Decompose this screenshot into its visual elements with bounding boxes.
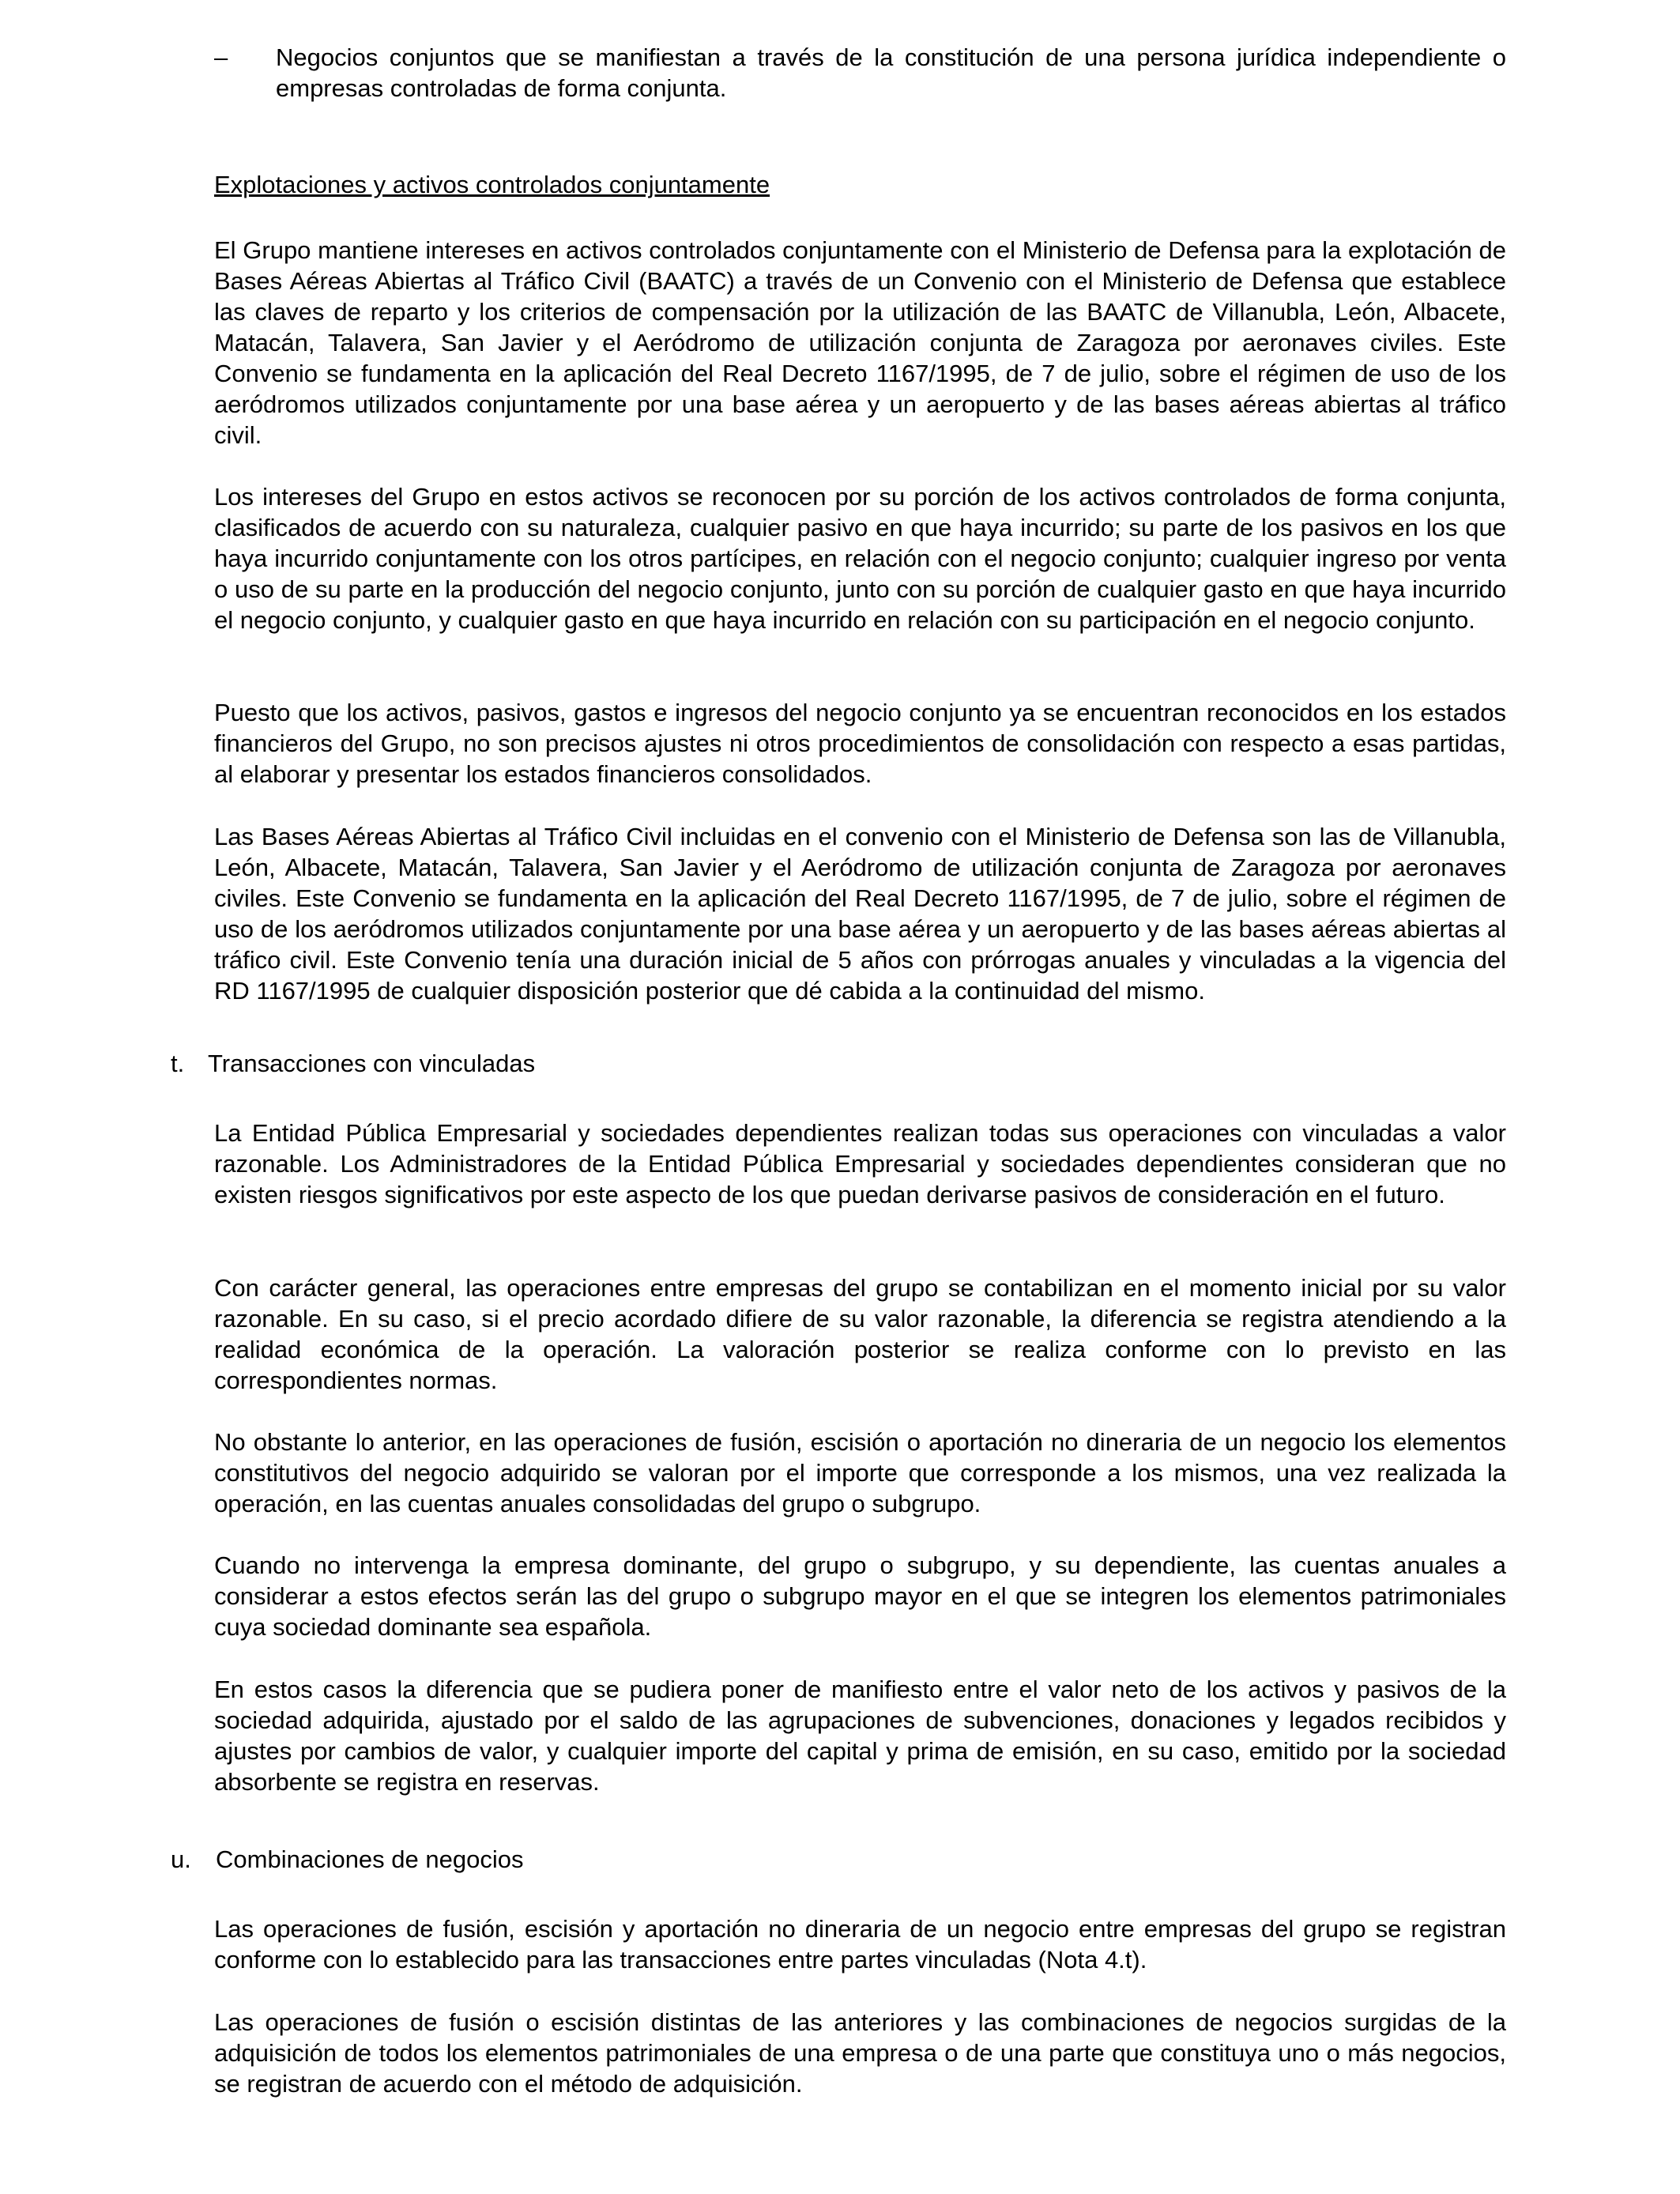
section-heading-u	[171, 1844, 523, 1875]
section-letter: u.	[171, 1845, 191, 1873]
bullet-dash: –	[214, 43, 228, 71]
paragraph: Con carácter general, las operaciones entre empresas del grupo se contabilizan en el momento inicial por su valor razonable. En su caso, si el precio acordado difiere de su valor razonable, la diferencia se registra atendiendo a la realidad económica de la operación. La valoración posterior se realiza conforme con lo previsto en las correspondientes normas.	[214, 1274, 1506, 1394]
paragraph: En estos casos la diferencia que se pudiera poner de manifiesto entre el valor neto de los activos y pasivos de la sociedad adquirida, ajustado por el saldo de las agrupaciones de subvenciones, donaciones y legados recibidos y ajustes por cambios de valor, y cualquier importe del capital y prima de emisión, en su caso, emitido por la sociedad absorbente se registra en reservas.	[214, 1676, 1506, 1796]
paragraph: Las operaciones de fusión o escisión distintas de las anteriores y las combinaciones de negocios surgidas de la adquisición de todos los elementos patrimoniales de una empresa o de una parte que constituya uno o más negocios, se registran de acuerdo con el método de adquisición.	[214, 2008, 1506, 2098]
paragraph: Los intereses del Grupo en estos activos se reconocen por su porción de los activos controlados de forma conjunta, clasificados de acuerdo con su naturaleza, cualquier pasivo en que haya incurrido; su parte de los pasivos en los que haya incurrido conjuntamente con los otros partícipes, en relación con el negocio conjunto; cualquier ingreso por venta o uso de su parte en la producción del negocio conjunto, junto con su porción de cualquier gasto en que haya incurrido el negocio conjunto, y cualquier gasto en que haya incurrido en relación con su participación en el negocio conjunto.	[214, 483, 1506, 634]
paragraph: El Grupo mantiene intereses en activos controlados conjuntamente con el Ministerio de Defensa para la explotación de Bases Aéreas Abiertas al Tráfico Civil (BAATC) a través de un Convenio con el Ministerio de Defensa que establece las claves de reparto y los criterios de compensación por la utilización de las BAATC de Villanubla, León, Albacete, Matacán, Talavera, San Javier y el Aeródromo de utilización conjunta de Zaragoza por aeronaves civiles. Este Convenio se fundamenta en la aplicación del Real Decreto 1167/1995, de 7 de julio, sobre el régimen de uso de los aeródromos utilizados conjuntamente por una base aérea y un aeropuerto y de las bases aéreas abiertas al tráfico civil.	[214, 236, 1506, 449]
section-title: Combinaciones de negocios	[216, 1845, 524, 1873]
section-heading-t	[171, 1048, 535, 1079]
section-title: Transacciones con vinculadas	[208, 1050, 536, 1077]
paragraph: Las operaciones de fusión, escisión y aportación no dineraria de un negocio entre empresas del grupo se registran conforme con lo establecido para las transacciones entre partes vinculadas (Nota 4.t).	[214, 1915, 1506, 1973]
paragraph: La Entidad Pública Empresarial y sociedades dependientes realizan todas sus operaciones con vinculadas a valor razonable. Los Administradores de la Entidad Pública Empresarial y sociedades dependientes consideran que no existen riesgos significativos por este aspecto de los que puedan derivarse pasivos de consideración en el futuro.	[214, 1119, 1506, 1208]
paragraph: No obstante lo anterior, en las operaciones de fusión, escisión o aportación no dineraria de un negocio los elementos constitutivos del negocio adquirido se valoran por el importe que corresponde a los mismos, una vez realizada la operación, en las cuentas anuales consolidadas del grupo o subgrupo.	[214, 1428, 1506, 1517]
paragraph: Cuando no intervenga la empresa dominante, del grupo o subgrupo, y su dependiente, las cuentas anuales a considerar a estos efectos serán las del grupo o subgrupo mayor en el que se integren los elementos patrimoniales cuya sociedad dominante sea española.	[214, 1551, 1506, 1641]
bullet-text: Negocios conjuntos que se manifiestan a través de la constitución de una persona jurídica independiente o empresas controladas de forma conjunta.	[276, 43, 1506, 102]
paragraph: Las Bases Aéreas Abiertas al Tráfico Civil incluidas en el convenio con el Ministerio de Defensa son las de Villanubla, León, Albacete, Matacán, Talavera, San Javier y el Aeródromo de utilización conjunta de Zaragoza por aeronaves civiles. Este Convenio se fundamenta en la aplicación del Real Decreto 1167/1995, de 7 de julio, sobre el régimen de uso de los aeródromos utilizados conjuntamente por una base aérea y un aeropuerto y de las bases aéreas abiertas al tráfico civil. Este Convenio tenía una duración inicial de 5 años con prórrogas anuales y vinculadas a la vigencia del RD 1167/1995 de cualquier disposición posterior que dé cabida a la continuidad del mismo.	[214, 823, 1506, 1005]
section-letter: t.	[171, 1050, 185, 1077]
subheading-joint-assets: Explotaciones y activos controlados conjuntamente	[214, 171, 770, 198]
paragraph: Puesto que los activos, pasivos, gastos e ingresos del negocio conjunto ya se encuentran reconocidos en los estados financieros del Grupo, no son precisos ajustes ni otros procedimientos de consolidación con respecto a esas partidas, al elaborar y presentar los estados financieros consolidados.	[214, 699, 1506, 788]
